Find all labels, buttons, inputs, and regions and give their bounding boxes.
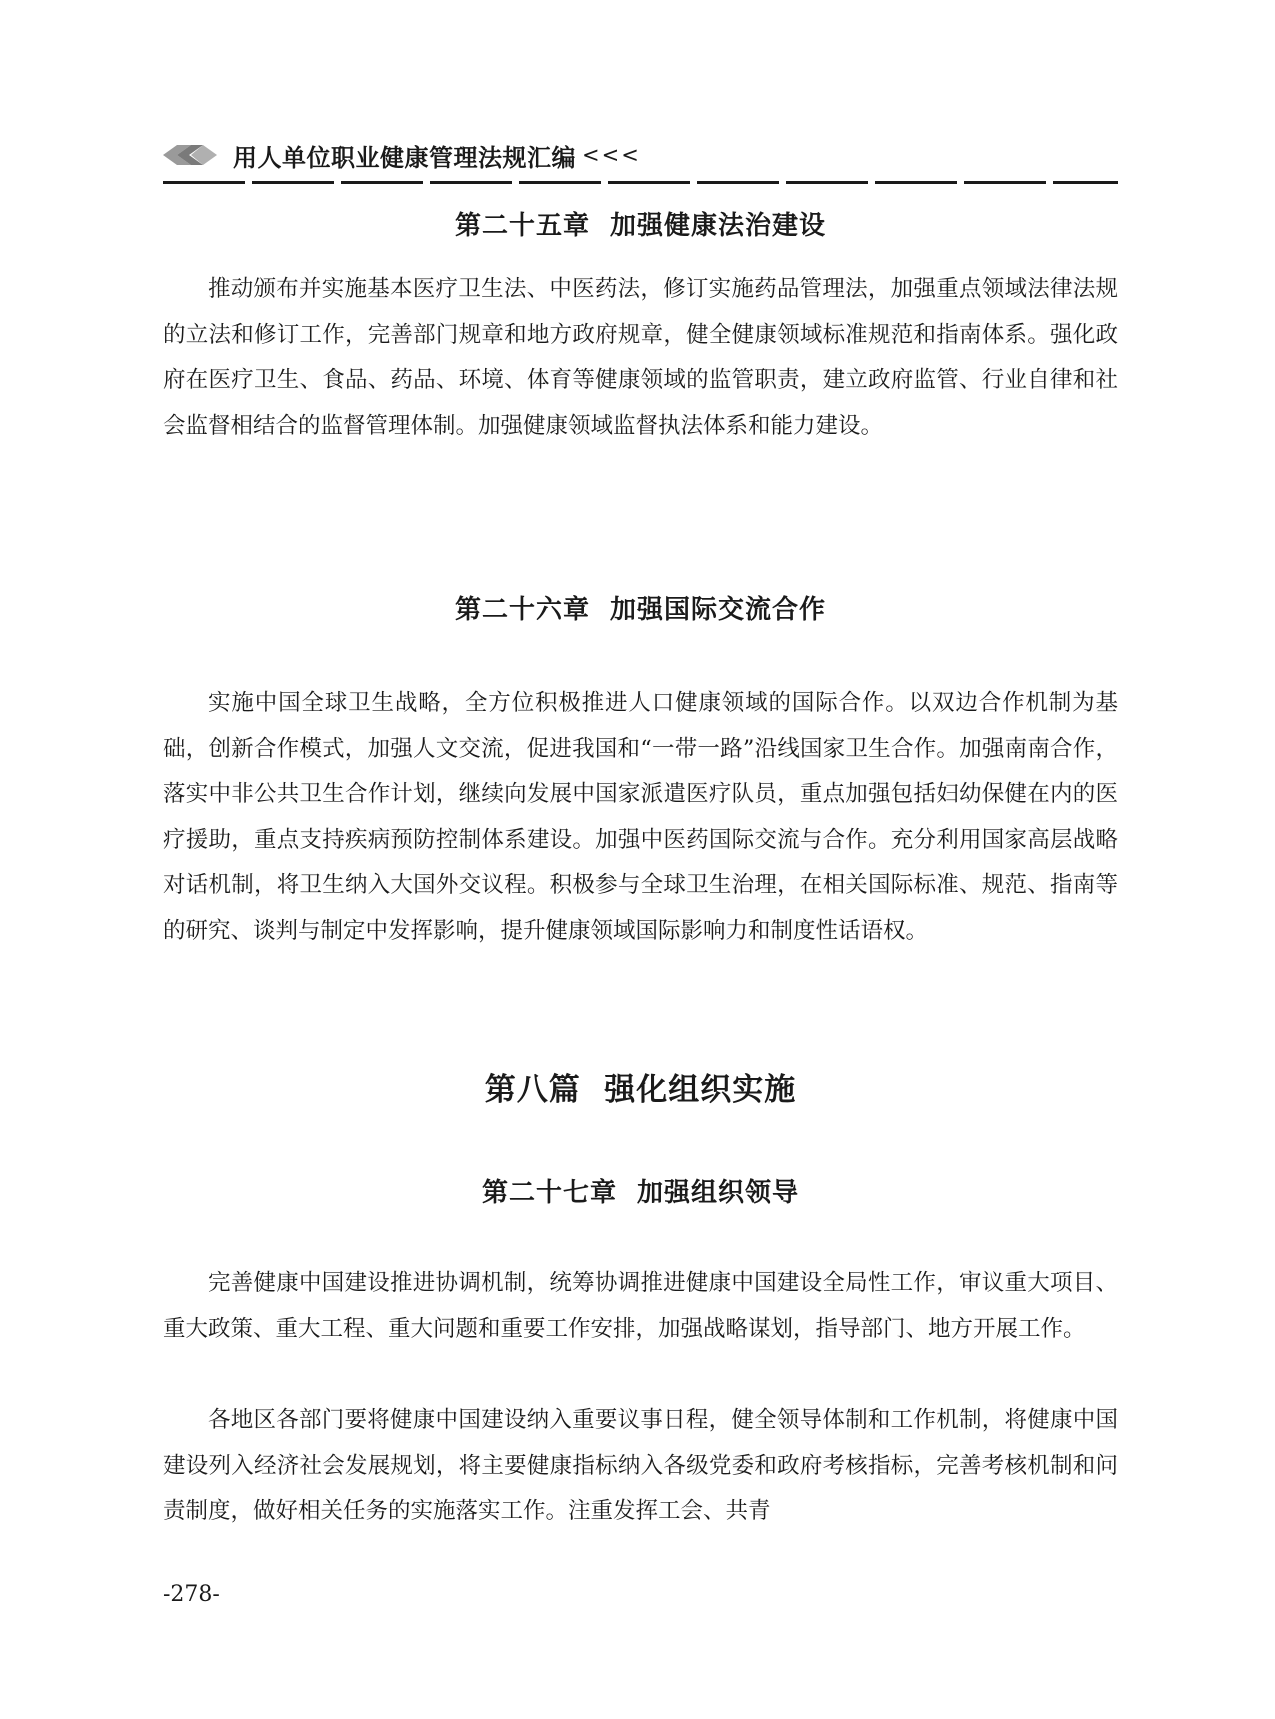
chapter-26-heading: 第二十六章 加强国际交流合作 (454, 595, 827, 625)
page-number: -278- (163, 1582, 220, 1607)
header-dashed-rule (163, 181, 1118, 184)
running-header (163, 138, 641, 172)
double-arrow-icon (163, 143, 225, 167)
part-8-heading: 第八篇 强化组织实施 (484, 1072, 797, 1108)
running-header-title: 用人单位职业健康管理法规汇编 (233, 142, 576, 172)
chapter-27-heading: 第二十七章 加强组织领导 (481, 1178, 800, 1208)
running-header-suffix: <<< (582, 143, 641, 167)
chapter-26-paragraph: 实施中国全球卫生战略，全方位积极推进人口健康领域的国际合作。以双边合作机制为基础，创新合作模式，加强人文交流，促进我国和“一带一路”沿线国家卫生合作。加强南南合作，落实中非公共卫生合作计划，继续向发展中国家派遣医疗队员，重点加强包括妇幼保健在内的医疗援助，重点支持疾病预防控制体系建设。加强中医药国际交流与合作。充分利用国家高层战略对话机制，将卫生纳入大国外交议程。积极参与全球卫生治理，在相关国际标准、规范、指南等的研究、谈判与制定中发挥影响，提升健康领域国际影响力和制度性话语权。 (163, 690, 1118, 944)
chapter-25-paragraph: 推动颁布并实施基本医疗卫生法、中医药法，修订实施药品管理法，加强重点领域法律法规的立法和修订工作，完善部门规章和地方政府规章，健全健康领域标准规范和指南体系。强化政府在医疗卫生、食品、药品、环境、体育等健康领域的监管职责，建立政府监管、行业自律和社会监督相结合的监督管理体制。加强健康领域监督执法体系和能力建设。 (163, 276, 1118, 439)
chapter-25-heading: 第二十五章 加强健康法治建设 (454, 211, 827, 241)
chapter-27-paragraph-2: 各地区各部门要将健康中国建设纳入重要议事日程，健全领导体制和工作机制，将健康中国建设列入经济社会发展规划，将主要健康指标纳入各级党委和政府考核指标，完善考核机制和问责制度，做好相关任务的实施落实工作。注重发挥工会、共青 (163, 1407, 1118, 1524)
chapter-27-paragraph-1: 完善健康中国建设推进协调机制，统筹协调推进健康中国建设全局性工作，审议重大项目、重大政策、重大工程、重大问题和重要工作安排，加强战略谋划，指导部门、地方开展工作。 (163, 1270, 1118, 1342)
